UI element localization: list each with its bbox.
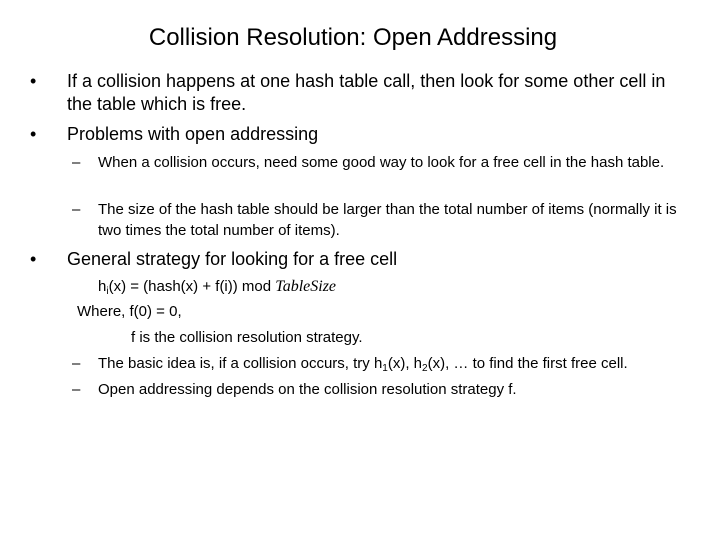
bullet-marker: • bbox=[30, 124, 37, 144]
formula-body: (x) = (hash(x) + f(i)) mod bbox=[108, 278, 276, 295]
sub-bullet-item bbox=[72, 379, 682, 400]
dash-marker: – bbox=[72, 381, 81, 398]
bullet-marker: • bbox=[30, 71, 37, 91]
dash-marker: – bbox=[72, 154, 81, 171]
bullet-text: Problems with open addressing bbox=[67, 124, 319, 144]
h1-subscript: 1 bbox=[382, 363, 388, 374]
slide-title: Collision Resolution: Open Addressing bbox=[148, 24, 558, 51]
sub-bullet-text-part: (x), … to find the first free cell. bbox=[427, 355, 628, 372]
bullet-item bbox=[30, 248, 690, 271]
bullet-text: General strategy for looking for a free cell bbox=[67, 249, 398, 269]
sub-bullet-item bbox=[72, 152, 682, 173]
sub-bullet-item bbox=[72, 199, 682, 241]
dash-marker: – bbox=[72, 201, 81, 218]
formula-where-line: Where, f(0) = 0, bbox=[77, 303, 182, 320]
bullet-marker: • bbox=[30, 249, 37, 269]
bullet-item bbox=[30, 70, 690, 116]
sub-bullet-text: When a collision occurs, need some good way to look for a free cell in the hash table. bbox=[98, 154, 665, 171]
formula-strategy-line: f is the collision resolution strategy. bbox=[131, 329, 363, 346]
hash-formula bbox=[98, 276, 336, 297]
sub-bullet-text-part: The basic idea is, if a collision occurs, try h bbox=[98, 355, 383, 372]
bullet-text: If a collision happens at one hash table call, then look for some other cell in the table which is free. bbox=[67, 71, 666, 114]
bullet-item bbox=[30, 123, 690, 146]
h2-subscript: 2 bbox=[422, 363, 428, 374]
formula-h: h bbox=[98, 278, 107, 295]
sub-bullet-text bbox=[98, 353, 702, 374]
sub-bullet-item bbox=[72, 353, 702, 374]
formula-h-subscript: i bbox=[106, 286, 109, 297]
dash-marker: – bbox=[72, 355, 81, 372]
formula-tablesize: TableSize bbox=[275, 278, 337, 295]
sub-bullet-text-part: (x), h bbox=[387, 355, 423, 372]
sub-bullet-text: The size of the hash table should be larger than the total number of items (normally it is two times the total number of items). bbox=[98, 201, 677, 239]
sub-bullet-text: Open addressing depends on the collision resolution strategy f. bbox=[98, 381, 517, 398]
